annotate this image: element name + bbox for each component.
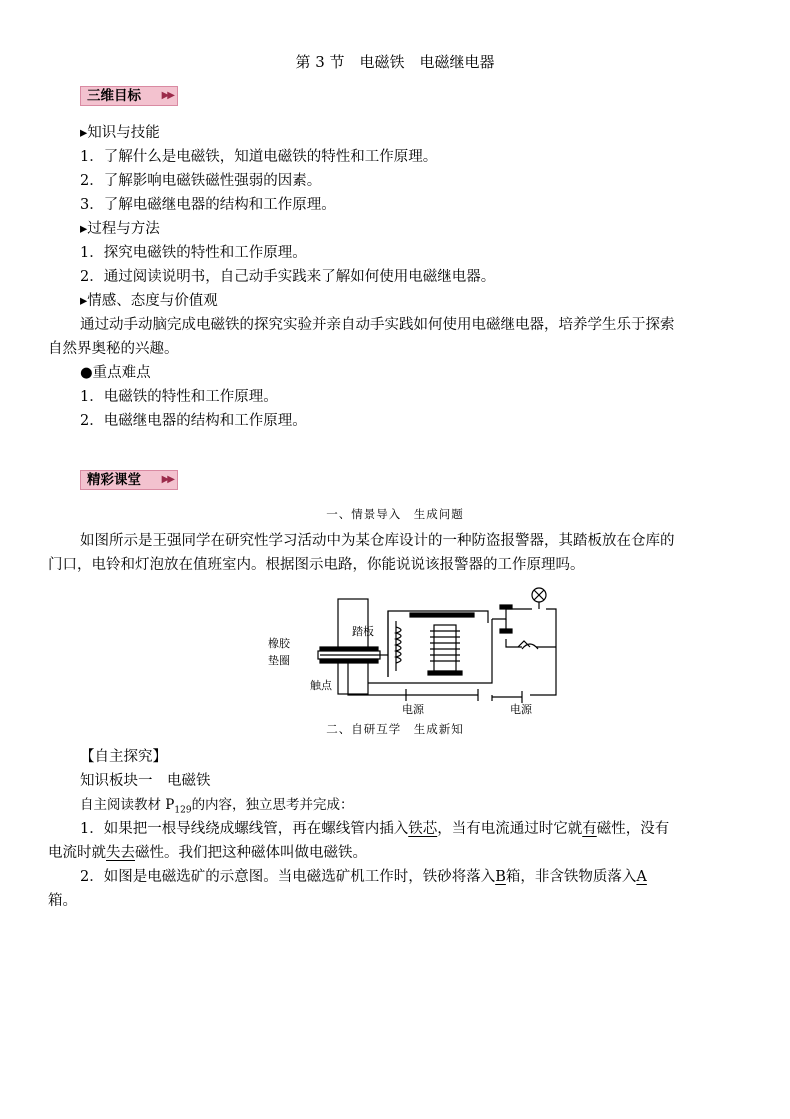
knowledge-block-1: 知识板块一 电磁铁 bbox=[80, 773, 211, 789]
section-badge-goals bbox=[80, 86, 178, 106]
q2-text-a: 2．如图是电磁选矿的示意图。当电磁选矿机工作时，铁砂将落入 bbox=[80, 869, 496, 885]
question-2-line-2: 箱。 bbox=[48, 893, 77, 909]
q1-answer-lose: 失去 bbox=[106, 845, 135, 861]
question-1-line-2 bbox=[48, 843, 367, 863]
q1-answer-has: 有 bbox=[582, 821, 597, 837]
question-2-line-1 bbox=[80, 867, 647, 887]
label-rubber-2: 垫圈 bbox=[268, 654, 290, 667]
q2-text-c: 箱，非含铁物质落入 bbox=[505, 869, 637, 885]
intro-line-1: 如图所示是王强同学在研究性学习活动中为某仓库设计的一种防盗报警器，其踏板放在仓库的 bbox=[80, 533, 675, 549]
process-item-1: 1．探究电磁铁的特性和工作原理。 bbox=[80, 245, 307, 261]
keypoint-item-2: 2．电磁继电器的结构和工作原理。 bbox=[80, 413, 307, 429]
label-pedal: 踏板 bbox=[352, 625, 374, 638]
question-1-line-1 bbox=[80, 819, 669, 839]
attitude-line-2: 自然界奥秘的兴趣。 bbox=[48, 341, 179, 357]
subheading-study: 二、自研互学 生成新知 bbox=[326, 722, 464, 736]
q1-text-e: 磁性，没有 bbox=[596, 821, 670, 837]
label-power-2: 电源 bbox=[510, 703, 532, 716]
badge-label: 三维目标 bbox=[87, 88, 141, 104]
q1-text-h: 磁性。我们把这种磁体叫做电磁铁。 bbox=[135, 845, 367, 861]
heading-keypoints: ●重点难点 bbox=[80, 365, 151, 381]
knowledge-item-3: 3．了解电磁继电器的结构和工作原理。 bbox=[80, 197, 336, 213]
heading-knowledge: ▸知识与技能 bbox=[80, 125, 160, 141]
reading-post: 的内容，独立思考并完成： bbox=[191, 797, 354, 813]
heading-attitude: ▸情感、态度与价值观 bbox=[80, 293, 218, 309]
double-arrow-icon: ▶▶ bbox=[161, 90, 173, 101]
subheading-intro: 一、情景导入 生成问题 bbox=[326, 507, 464, 521]
double-arrow-icon: ▶▶ bbox=[161, 474, 173, 485]
q1-answer-core: 铁芯 bbox=[408, 821, 438, 837]
heading-process: ▸过程与方法 bbox=[80, 221, 160, 237]
heading-self-explore: 【自主探究】 bbox=[80, 749, 167, 765]
attitude-line-1: 通过动手动脑完成电磁铁的探究实验并亲自动手实践如何使用电磁继电器，培养学生乐于探索 bbox=[80, 317, 675, 333]
reading-instruction bbox=[80, 795, 354, 821]
reading-page: 129 bbox=[174, 805, 192, 816]
knowledge-item-1: 1．了解什么是电磁铁，知道电磁铁的特性和工作原理。 bbox=[80, 149, 438, 165]
q1-text-f: 电流时就 bbox=[48, 845, 106, 861]
reading-pre: 自主阅读教材 P bbox=[80, 797, 175, 813]
section-badge-class bbox=[80, 470, 178, 490]
q2-answer-b: B bbox=[495, 869, 506, 885]
q1-text-c: ，当有电流通过时它就 bbox=[437, 821, 583, 837]
label-power-1: 电源 bbox=[402, 703, 424, 716]
q1-text-a: 1．如果把一根导线绕成螺线管，再在螺线管内插入 bbox=[80, 821, 409, 837]
keypoint-item-1: 1．电磁铁的特性和工作原理。 bbox=[80, 389, 278, 405]
page-title: 第 3 节 电磁铁 电磁继电器 bbox=[295, 53, 495, 71]
alarm-circuit-diagram bbox=[260, 585, 560, 717]
intro-line-2: 门口，电铃和灯泡放在值班室内。根据图示电路，你能说说该报警器的工作原理吗。 bbox=[48, 557, 585, 573]
label-rubber-1: 橡胶 bbox=[268, 637, 290, 650]
knowledge-item-2: 2．了解影响电磁铁磁性强弱的因素。 bbox=[80, 173, 322, 189]
label-contact: 触点 bbox=[310, 679, 332, 692]
process-item-2: 2．通过阅读说明书，自己动手实践来了解如何使用电磁继电器。 bbox=[80, 269, 496, 285]
q2-answer-a: A bbox=[636, 869, 647, 885]
badge-label: 精彩课堂 bbox=[87, 472, 141, 488]
